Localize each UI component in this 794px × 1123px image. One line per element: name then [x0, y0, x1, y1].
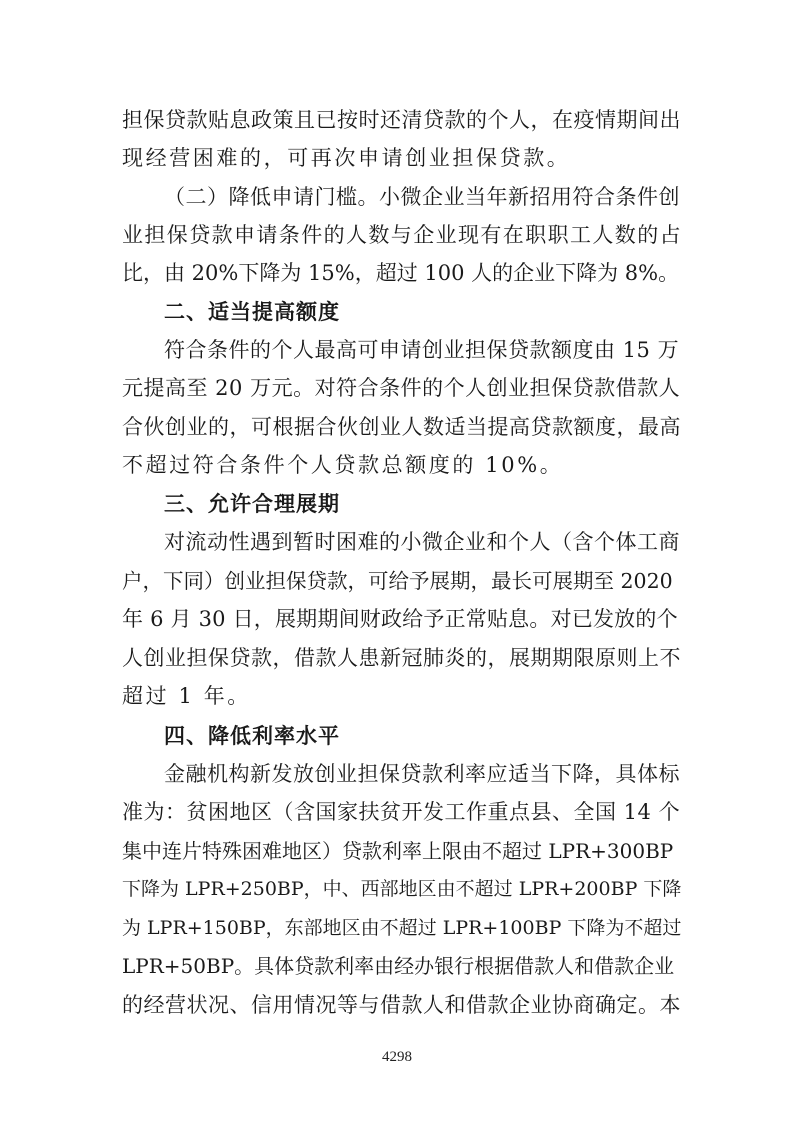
body-text-line: 户，下同）创业担保贷款，可给予展期，最长可展期至 2020	[122, 569, 673, 593]
body-text-line: 业担保贷款申请条件的人数与企业现有在职职工人数的占	[122, 223, 682, 247]
body-text-line: 的经营状况、信用情况等与借款人和借款企业协商确定。本	[122, 993, 681, 1017]
body-text-line: LPR+50BP。具体贷款利率由经办银行根据借款人和借款企业	[122, 954, 675, 978]
page-number: 4298	[382, 1049, 412, 1065]
paragraph-first-line: （二）降低申请门槛。小微企业当年新招用符合条件创	[164, 185, 680, 209]
body-text-line: 担保贷款贴息政策且已按时还清贷款的个人，在疫情期间出	[122, 108, 681, 132]
body-text-line: 超过 1 年。	[122, 684, 251, 708]
body-text-line: 比，由 20%下降为 15%，超过 100 人的企业下降为 8%。	[122, 261, 680, 285]
body-text-line: 下降为 LPR+250BP，中、西部地区由不超过 LPR+200BP 下降	[122, 878, 682, 900]
body-text-line: 年 6 月 30 日，展期期间财政给予正常贴息。对已发放的个	[122, 607, 678, 631]
section-heading: 四、降低利率水平	[164, 724, 340, 748]
body-text-line: 不超过符合条件个人贷款总额度的 10%。	[122, 453, 564, 477]
paragraph-first-line: 金融机构新发放创业担保贷款利率应适当下降，具体标	[164, 762, 680, 786]
section-heading: 三、允许合理展期	[164, 492, 340, 516]
paragraph-first-line: 对流动性遇到暂时困难的小微企业和个人（含个体工商	[164, 530, 680, 554]
body-text-line: 为 LPR+150BP，东部地区由不超过 LPR+100BP 下降为不超过	[122, 917, 682, 939]
paragraph-first-line: 符合条件的个人最高可申请创业担保贷款额度由 15 万	[164, 338, 680, 362]
body-text-line: 合伙创业的，可根据合伙创业人数适当提高贷款额度，最高	[122, 415, 681, 439]
body-text-line: 人创业担保贷款，借款人患新冠肺炎的，展期期限原则上不	[122, 646, 681, 670]
body-text-line: 准为：贫困地区（含国家扶贫开发工作重点县、全国 14 个	[122, 800, 681, 824]
body-text-line: 现经营困难的，可再次申请创业担保贷款。	[122, 146, 571, 170]
section-heading: 二、适当提高额度	[164, 300, 340, 324]
body-text-line: 元提高至 20 万元。对符合条件的个人创业担保贷款借款人	[122, 376, 681, 400]
body-text-line: 集中连片特殊困难地区）贷款利率上限由不超过 LPR+300BP	[122, 839, 674, 863]
